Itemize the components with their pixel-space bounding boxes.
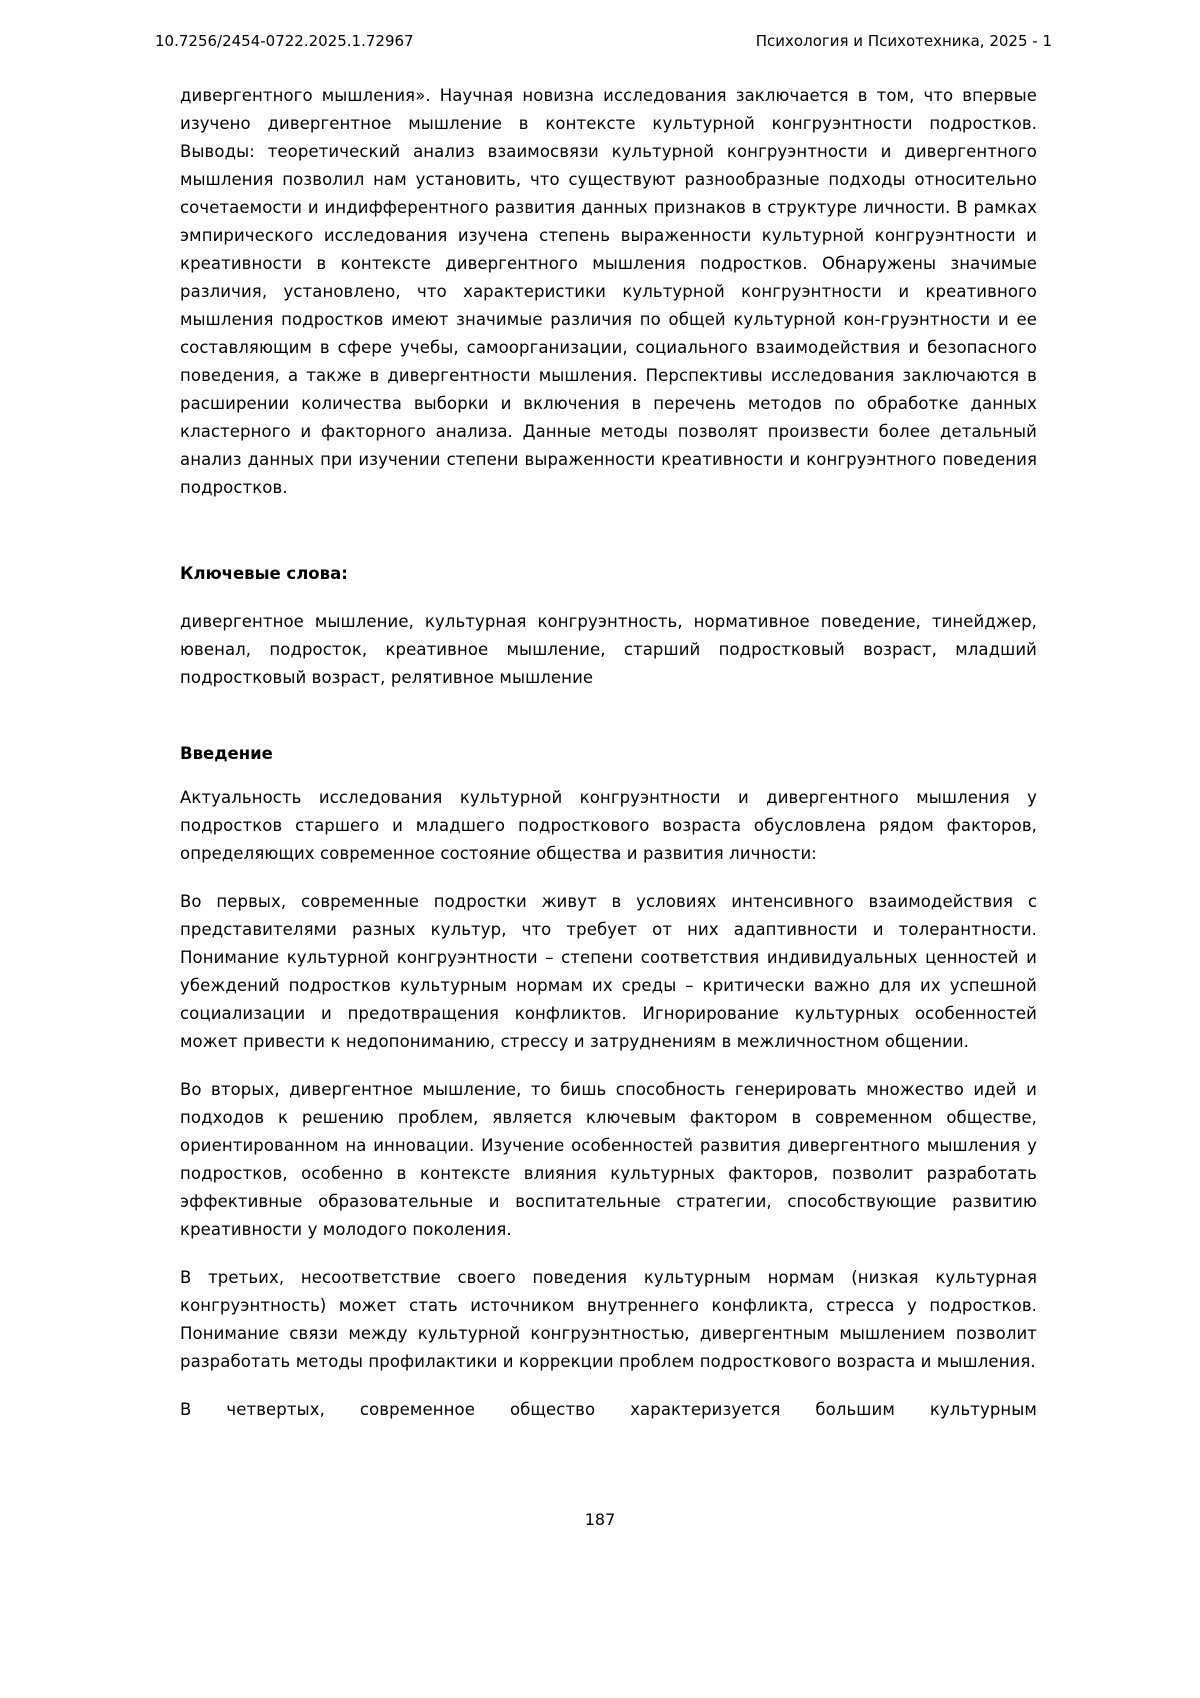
keywords-list: дивергентное мышление, культурная конгруэнтность, нормативное поведение, тинейджер, ювенал, подросток, креативное мышление, старший подростковый возраст, младший подростковый возраст, релятивное мышление [180,612,1037,687]
introduction-paragraph-truncated: В четвертых, современное общество характеризуется большим культурным [180,1400,1037,1419]
page-number: 187 [584,1510,616,1529]
keywords-heading: Ключевые слова: [180,564,348,583]
introduction-paragraph: Во первых, современные подростки живут в условиях интенсивного взаимодействия с представителями разных культур, что требует от них адаптивности и толерантности. Понимание культурной конгруэнтности – степени соответствия индивидуальных ценностей и убеждений подростков культурным нормам их среды – критически важно для их успешной социализации и предотвращения конфликтов. Игнорирование культурных особенностей может привести к недопониманию, стрессу и затруднениям в межличностном общении. [180,892,1037,1051]
doi-text: 10.7256/2454-0722.2025.1.72967 [155,32,414,50]
introduction-paragraph: В третьих, несоответствие своего поведения культурным нормам (низкая культурная конгруэнтность) может стать источником внутреннего конфликта, стресса у подростков. Понимание связи между культурной конгруэнтностью, дивергентным мышлением позволит разработать методы профилактики и коррекции проблем подросткового возраста и мышления. [180,1268,1037,1371]
page-footer [0,1510,1200,1529]
abstract-continuation-paragraph: дивергентного мышления». Научная новизна исследования заключается в том, что впервые изучено дивергентное мышление в контексте культурной конгруэнтности подростков. Выводы: теоретический анализ взаимосвязи культурной конгруэнтности и дивергентного мышления позволил нам установить, что существуют разнообразные подходы относительно сочетаемости и индифферентного развития данных признаков в структуре личности. В рамках эмпирического исследования изучена степень выраженности культурной конгруэнтности и креативности в контексте дивергентного мышления подростков. Обнаружены значимые различия, установлено, что характеристики культурной конгруэнтности и креативного мышления подростков имеют значимые различия по общей культурной кон-груэнтности и ее составляющим в сфере учебы, самоорганизации, социального взаимодействия и безопасного поведения, а также в дивергентности мышления. Перспективы исследования заключаются в расширении количества выборки и включения в перечень методов по обработке данных кластерного и факторного анализа. Данные методы позволят произвести более детальный анализ данных при изучении степени выраженности креативности и конгруэнтного поведения подростков. [180,86,1037,497]
article-body [180,82,1037,1424]
page-header [0,0,1200,50]
journal-title: Психология и Психотехника, 2025 - 1 [755,32,1052,50]
introduction-paragraph: Актуальность исследования культурной конгруэнтности и дивергентного мышления у подростков старшего и младшего подросткового возраста обусловлена рядом факторов, определяющих современное состояние общества и развития личности: [180,788,1037,863]
introduction-heading: Введение [180,744,273,763]
introduction-paragraph: Во вторых, дивергентное мышление, то бишь способность генерировать множество идей и подходов к решению проблем, является ключевым фактором в современном обществе, ориентированном на инновации. Изучение особенностей развития дивергентного мышления у подростков, особенно в контексте влияния культурных факторов, позволит разработать эффективные образовательные и воспитательные стратегии, способствующие развитию креативности у молодого поколения. [180,1080,1037,1239]
